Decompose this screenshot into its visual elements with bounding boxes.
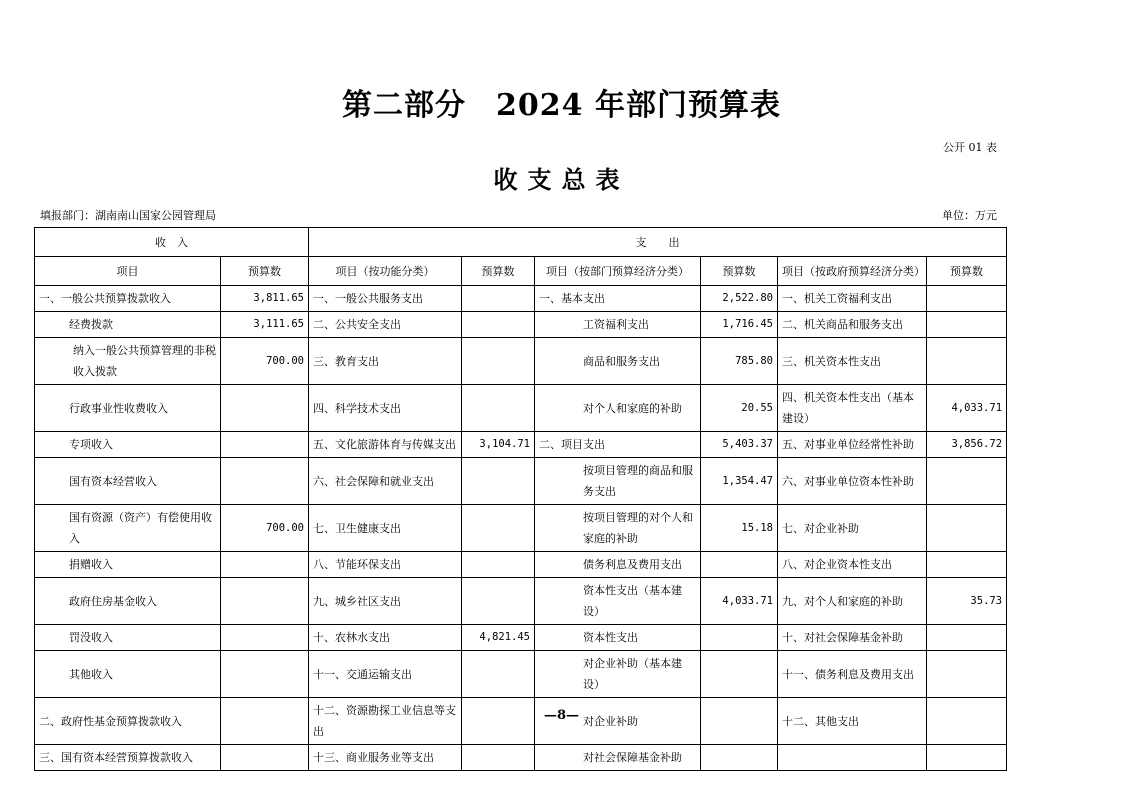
row-amount-cell bbox=[221, 745, 309, 771]
row-item-cell: 二、政府性基金预算拨款收入 bbox=[35, 698, 221, 745]
row-item-cell: 一、机关工资福利支出 bbox=[778, 286, 927, 312]
column-header: 项目（按功能分类） bbox=[309, 257, 462, 286]
table-row bbox=[35, 745, 1007, 771]
page-number: —8— bbox=[543, 708, 580, 723]
table-row bbox=[35, 385, 1007, 432]
row-item-cell: 十二、其他支出 bbox=[778, 698, 927, 745]
row-amount-cell bbox=[462, 578, 535, 625]
row-amount-cell bbox=[462, 338, 535, 385]
row-item-cell: 三、国有资本经营预算拨款收入 bbox=[35, 745, 221, 771]
row-item-cell: 九、对个人和家庭的补助 bbox=[778, 578, 927, 625]
row-item-cell: 三、机关资本性支出 bbox=[778, 338, 927, 385]
row-item-cell: 资本性支出（基本建设） bbox=[535, 578, 701, 625]
row-amount-cell bbox=[462, 312, 535, 338]
table-code: 公开 01 表 bbox=[943, 141, 997, 154]
row-item-cell: 十、对社会保障基金补助 bbox=[778, 625, 927, 651]
table-row bbox=[35, 312, 1007, 338]
column-header: 项目 bbox=[35, 257, 221, 286]
row-item-cell: 行政事业性收费收入 bbox=[35, 385, 221, 432]
column-header: 预算数 bbox=[462, 257, 535, 286]
row-item-cell: 七、对企业补助 bbox=[778, 505, 927, 552]
row-item-cell: 十一、交通运输支出 bbox=[309, 651, 462, 698]
row-amount-cell bbox=[927, 552, 1007, 578]
row-item-cell: 十二、资源勘探工业信息等支出 bbox=[309, 698, 462, 745]
row-amount-cell bbox=[701, 745, 778, 771]
row-amount-cell bbox=[927, 505, 1007, 552]
table-row bbox=[35, 552, 1007, 578]
row-amount-cell: 15.18 bbox=[701, 505, 778, 552]
row-item-cell: 二、项目支出 bbox=[535, 432, 701, 458]
row-amount-cell bbox=[927, 312, 1007, 338]
row-item-cell: 捐赠收入 bbox=[35, 552, 221, 578]
row-amount-cell bbox=[221, 625, 309, 651]
row-amount-cell bbox=[927, 458, 1007, 505]
table-row bbox=[35, 505, 1007, 552]
row-amount-cell bbox=[221, 578, 309, 625]
row-item-cell: 资本性支出 bbox=[535, 625, 701, 651]
row-amount-cell bbox=[701, 625, 778, 651]
row-amount-cell bbox=[927, 286, 1007, 312]
row-item-cell: 九、城乡社区支出 bbox=[309, 578, 462, 625]
column-header: 项目（按政府预算经济分类） bbox=[778, 257, 927, 286]
row-item-cell: 二、公共安全支出 bbox=[309, 312, 462, 338]
title-part: 第二部分 bbox=[342, 88, 467, 123]
table-row bbox=[35, 651, 1007, 698]
table-row bbox=[35, 458, 1007, 505]
row-item-cell: 经费拨款 bbox=[35, 312, 221, 338]
row-item-cell: 二、机关商品和服务支出 bbox=[778, 312, 927, 338]
row-amount-cell: 700.00 bbox=[221, 505, 309, 552]
row-item-cell: 商品和服务支出 bbox=[535, 338, 701, 385]
row-item-cell: 一、基本支出 bbox=[535, 286, 701, 312]
row-amount-cell bbox=[462, 651, 535, 698]
row-amount-cell bbox=[701, 651, 778, 698]
row-amount-cell: 5,403.37 bbox=[701, 432, 778, 458]
row-amount-cell bbox=[462, 552, 535, 578]
row-item-cell: 六、社会保障和就业支出 bbox=[309, 458, 462, 505]
row-amount-cell bbox=[221, 552, 309, 578]
row-amount-cell: 3,111.65 bbox=[221, 312, 309, 338]
row-amount-cell: 785.80 bbox=[701, 338, 778, 385]
expense-group-header: 支 出 bbox=[309, 228, 1007, 257]
row-amount-cell: 3,856.72 bbox=[927, 432, 1007, 458]
table-row bbox=[35, 578, 1007, 625]
column-header: 项目（按部门预算经济分类） bbox=[535, 257, 701, 286]
unit-label: 单位：万元 bbox=[942, 209, 997, 222]
row-item-cell: 国有资本经营收入 bbox=[35, 458, 221, 505]
row-amount-cell: 4,033.71 bbox=[701, 578, 778, 625]
row-item-cell: 按项目管理的商品和服务支出 bbox=[535, 458, 701, 505]
page-title bbox=[0, 80, 1123, 124]
row-amount-cell bbox=[221, 385, 309, 432]
row-amount-cell: 35.73 bbox=[927, 578, 1007, 625]
row-item-cell: 对个人和家庭的补助 bbox=[535, 385, 701, 432]
row-item-cell: 五、文化旅游体育与传媒支出 bbox=[309, 432, 462, 458]
row-item-cell: 五、对事业单位经常性补助 bbox=[778, 432, 927, 458]
table-subtitle: 收支总表 bbox=[493, 165, 630, 194]
column-header-row bbox=[35, 257, 1007, 286]
column-header: 预算数 bbox=[927, 257, 1007, 286]
row-item-cell bbox=[778, 745, 927, 771]
row-item-cell: 按项目管理的对个人和家庭的补助 bbox=[535, 505, 701, 552]
row-item-cell: 对社会保障基金补助 bbox=[535, 745, 701, 771]
row-amount-cell: 2,522.80 bbox=[701, 286, 778, 312]
row-amount-cell: 700.00 bbox=[221, 338, 309, 385]
row-item-cell: 六、对事业单位资本性补助 bbox=[778, 458, 927, 505]
table-row bbox=[35, 432, 1007, 458]
row-item-cell: 一、一般公共服务支出 bbox=[309, 286, 462, 312]
row-amount-cell bbox=[701, 552, 778, 578]
row-item-cell: 政府住房基金收入 bbox=[35, 578, 221, 625]
row-item-cell: 七、卫生健康支出 bbox=[309, 505, 462, 552]
row-item-cell: 对企业补助 bbox=[535, 698, 701, 745]
row-amount-cell bbox=[221, 432, 309, 458]
row-amount-cell: 1,716.45 bbox=[701, 312, 778, 338]
row-amount-cell: 1,354.47 bbox=[701, 458, 778, 505]
table-row bbox=[35, 338, 1007, 385]
row-item-cell: 八、对企业资本性支出 bbox=[778, 552, 927, 578]
department-label: 填报部门：湖南南山国家公园管理局 bbox=[40, 209, 216, 222]
group-header-row bbox=[35, 228, 1007, 257]
row-amount-cell bbox=[462, 458, 535, 505]
row-amount-cell: 20.55 bbox=[701, 385, 778, 432]
row-amount-cell bbox=[927, 651, 1007, 698]
column-header: 预算数 bbox=[221, 257, 309, 286]
row-item-cell: 工资福利支出 bbox=[535, 312, 701, 338]
row-amount-cell: 3,811.65 bbox=[221, 286, 309, 312]
row-amount-cell bbox=[221, 651, 309, 698]
row-amount-cell bbox=[927, 625, 1007, 651]
row-amount-cell: 4,033.71 bbox=[927, 385, 1007, 432]
row-item-cell: 罚没收入 bbox=[35, 625, 221, 651]
budget-table bbox=[34, 227, 1007, 771]
income-group-header: 收 入 bbox=[35, 228, 309, 257]
row-amount-cell bbox=[462, 745, 535, 771]
row-item-cell: 十、农林水支出 bbox=[309, 625, 462, 651]
row-item-cell: 对企业补助（基本建设） bbox=[535, 651, 701, 698]
column-header: 预算数 bbox=[701, 257, 778, 286]
row-item-cell: 十一、债务利息及费用支出 bbox=[778, 651, 927, 698]
row-item-cell: 其他收入 bbox=[35, 651, 221, 698]
row-item-cell: 国有资源（资产）有偿使用收入 bbox=[35, 505, 221, 552]
row-amount-cell bbox=[927, 745, 1007, 771]
table-row bbox=[35, 286, 1007, 312]
row-item-cell: 纳入一般公共预算管理的非税收入拨款 bbox=[35, 338, 221, 385]
row-amount-cell bbox=[462, 286, 535, 312]
row-item-cell: 八、节能环保支出 bbox=[309, 552, 462, 578]
row-item-cell: 十三、商业服务业等支出 bbox=[309, 745, 462, 771]
row-amount-cell: 3,104.71 bbox=[462, 432, 535, 458]
row-amount-cell bbox=[462, 505, 535, 552]
row-item-cell: 一、一般公共预算拨款收入 bbox=[35, 286, 221, 312]
table-row bbox=[35, 625, 1007, 651]
title-text: 2024 年部门预算表 bbox=[496, 88, 781, 123]
row-amount-cell bbox=[927, 338, 1007, 385]
row-item-cell: 债务利息及费用支出 bbox=[535, 552, 701, 578]
row-item-cell: 四、机关资本性支出（基本建设） bbox=[778, 385, 927, 432]
row-amount-cell bbox=[221, 458, 309, 505]
row-amount-cell bbox=[462, 385, 535, 432]
row-item-cell: 四、科学技术支出 bbox=[309, 385, 462, 432]
row-item-cell: 专项收入 bbox=[35, 432, 221, 458]
row-item-cell: 三、教育支出 bbox=[309, 338, 462, 385]
row-amount-cell: 4,821.45 bbox=[462, 625, 535, 651]
